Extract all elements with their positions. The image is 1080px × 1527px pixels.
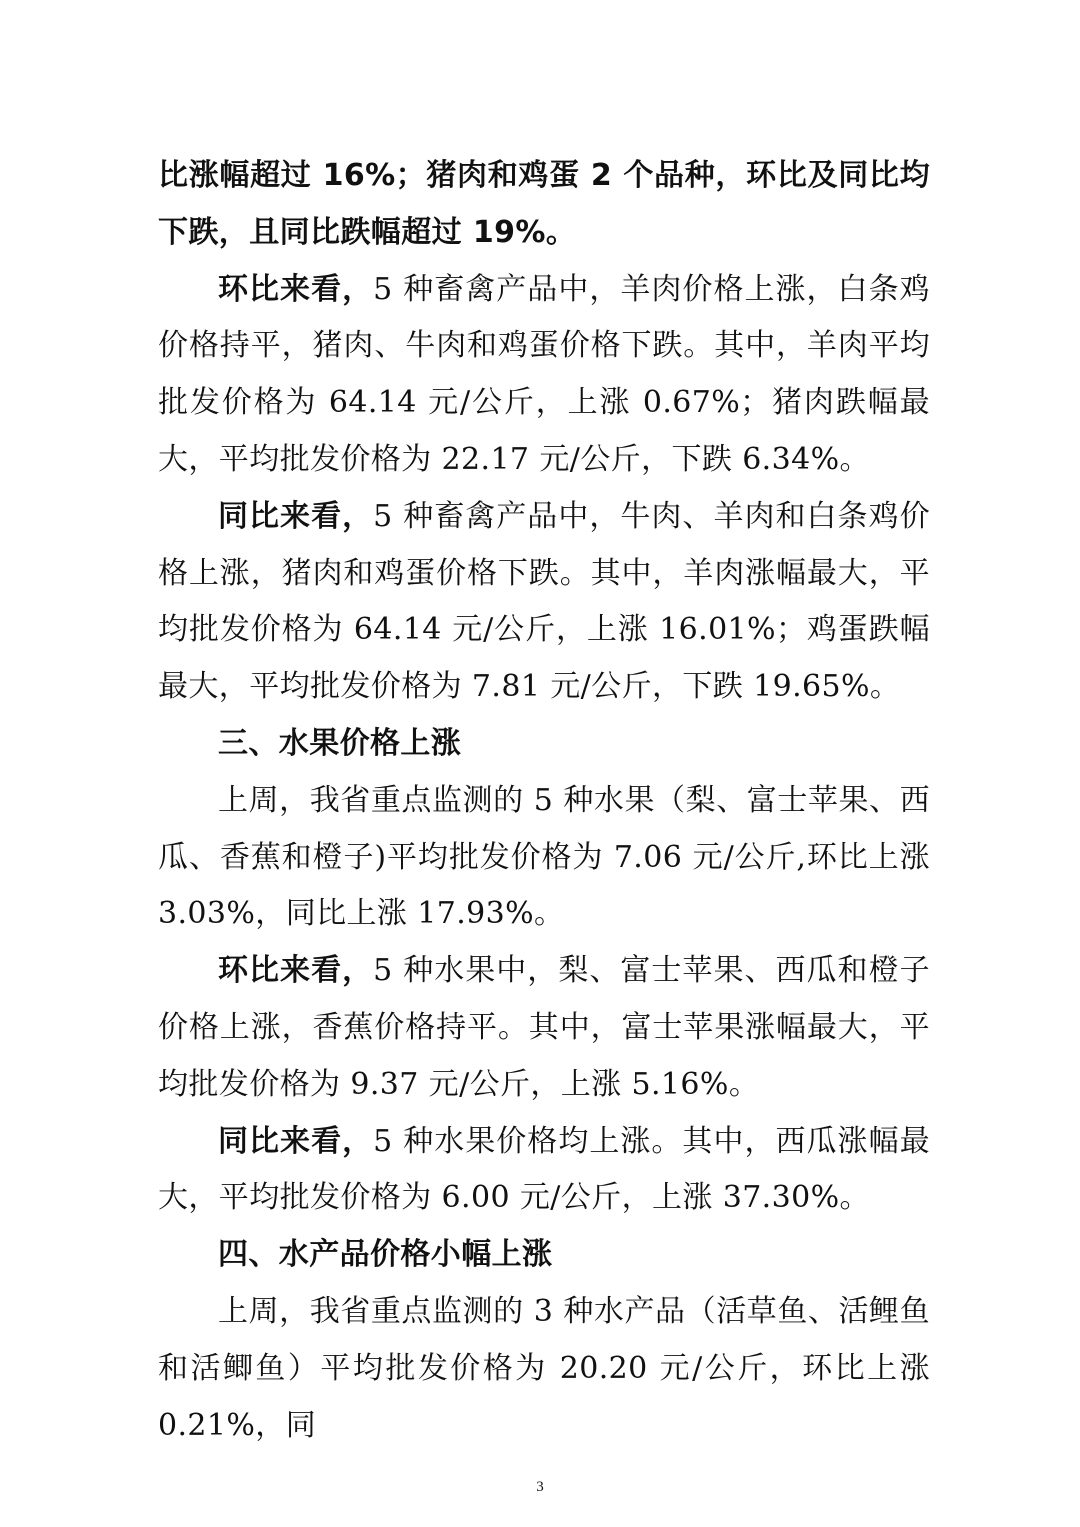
paragraph-lead: 同比来看， [218,498,374,534]
continued-paragraph: 比涨幅超过 16%；猪肉和鸡蛋 2 个品种，环比及同比均下跌，且同比跌幅超过 19%。 [158,158,930,250]
fruit-yoy-paragraph [158,1114,930,1228]
paragraph-body: 5 种畜禽产品中，羊肉价格上涨，白条鸡价格持平，猪肉、牛肉和鸡蛋价格下跌。其中，羊肉平均批发价格为 64.14 元/公斤，上涨 0.67%；猪肉跌幅最大，平均批发价格为 22.17 元/公斤，下跌 6.34%。 [158,271,931,477]
paragraph-lead: 同比来看， [218,1123,374,1159]
aquatic-summary-paragraph: 上周，我省重点监测的 3 种水产品（活草鱼、活鲤鱼和活鲫鱼）平均批发价格为 20.20 元/公斤，环比上涨 0.21%，同 [158,1293,930,1443]
paragraph-lead: 环比来看， [218,953,374,989]
fruit-mom-paragraph [158,943,930,1113]
paragraph-body: 5 种畜禽产品中，牛肉、羊肉和白条鸡价格上涨，猪肉和鸡蛋价格下跌。其中，羊肉涨幅最大，平均批发价格为 64.14 元/公斤，上涨 16.01%；鸡蛋跌幅最大，平均批发价格为 7.81 元/公斤，下跌 19.65%。 [158,498,931,705]
aquatic-section-heading: 四、水产品价格小幅上涨 [218,1237,553,1273]
page-number: 3 [536,1479,544,1495]
livestock-yoy-paragraph [158,489,930,716]
paragraph-body: 5 种水果价格均上涨。其中，西瓜涨幅最大，平均批发价格为 6.00 元/公斤，上涨 37.30%。 [158,1123,931,1216]
document-page [158,148,930,1454]
paragraph-body: 5 种水果中，梨、富士苹果、西瓜和橙子价格上涨，香蕉价格持平。其中，富士苹果涨幅最大，平均批发价格为 9.37 元/公斤，上涨 5.16%。 [158,953,931,1102]
paragraph-lead: 环比来看， [218,271,374,307]
fruit-section-heading: 三、水果价格上涨 [218,725,462,761]
livestock-mom-paragraph [158,262,930,489]
fruit-summary-paragraph: 上周，我省重点监测的 5 种水果（梨、富士苹果、西瓜、香蕉和橙子)平均批发价格为 7.06 元/公斤,环比上涨 3.03%，同比上涨 17.93%。 [158,782,930,932]
